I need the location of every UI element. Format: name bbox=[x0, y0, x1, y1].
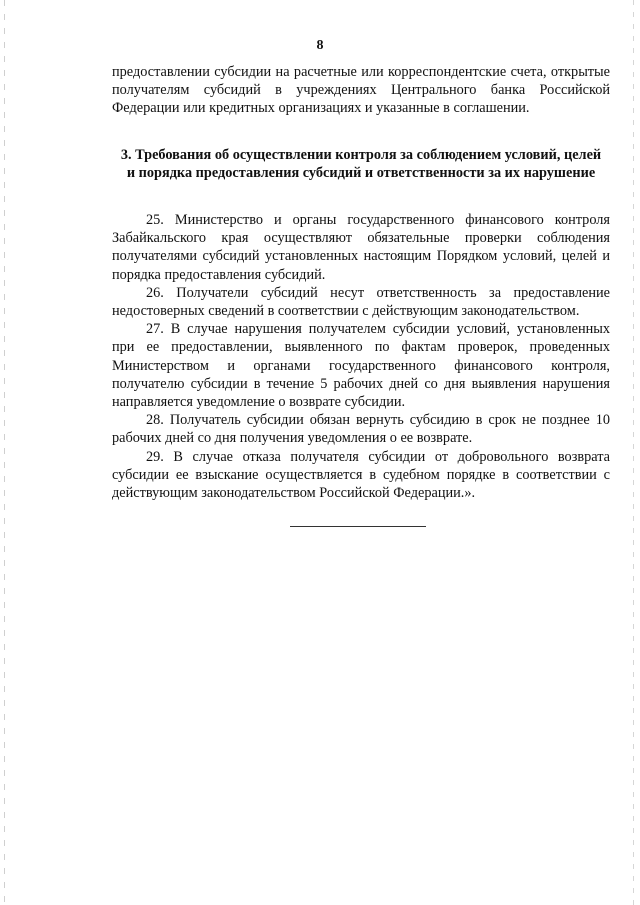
continuation-paragraph: предоставлении субсидии на расчетные или корреспондентские счета, открытые получателям субсидий в учреждениях Центрального банка Российской Федерации или кредитных организациях и указанные в соглашении. bbox=[112, 64, 610, 117]
paragraph-25: 25. Министерство и органы государственного финансового контроля Забайкальского края осуществляют обязательные проверки соблюдения получателями субсидий установленных настоящим Порядком условий, целей и порядка предоставления субсидий. bbox=[112, 212, 610, 283]
paragraph-27: 27. В случае нарушения получателем субсидии условий, установленных при ее предоставлении, выявленного по фактам проверок, проведенных Министерством и органами государственного финансового контроля, получателю субсидии в течение 5 рабочих дней со дня выявления нарушения направляется уведомление о возврате субсидии. bbox=[112, 321, 610, 411]
section-heading: 3. Требования об осуществлении контроля за соблюдением условий, целей и порядка предоставления субсидий и ответственности за их нарушение bbox=[120, 146, 602, 181]
paragraph-29: 29. В случае отказа получателя субсидии от добровольного возврата субсидии ее взыскание осуществляется в судебном порядке в соответствии с действующим законодательством Российской Федерации.». bbox=[112, 448, 610, 502]
page-number: 8 bbox=[316, 38, 324, 53]
scan-edge-left bbox=[4, 0, 5, 905]
document-body bbox=[112, 63, 610, 502]
paragraph-28: 28. Получатель субсидии обязан вернуть субсидию в срок не позднее 10 рабочих дней со дня получения уведомления о ее возврате. bbox=[112, 412, 610, 447]
closing-divider bbox=[290, 526, 426, 527]
paragraph-26: 26. Получатели субсидий несут ответственность за предоставление недостоверных сведений в соответствии с действующим законодательством. bbox=[112, 284, 610, 320]
scan-edge-right bbox=[633, 0, 634, 905]
